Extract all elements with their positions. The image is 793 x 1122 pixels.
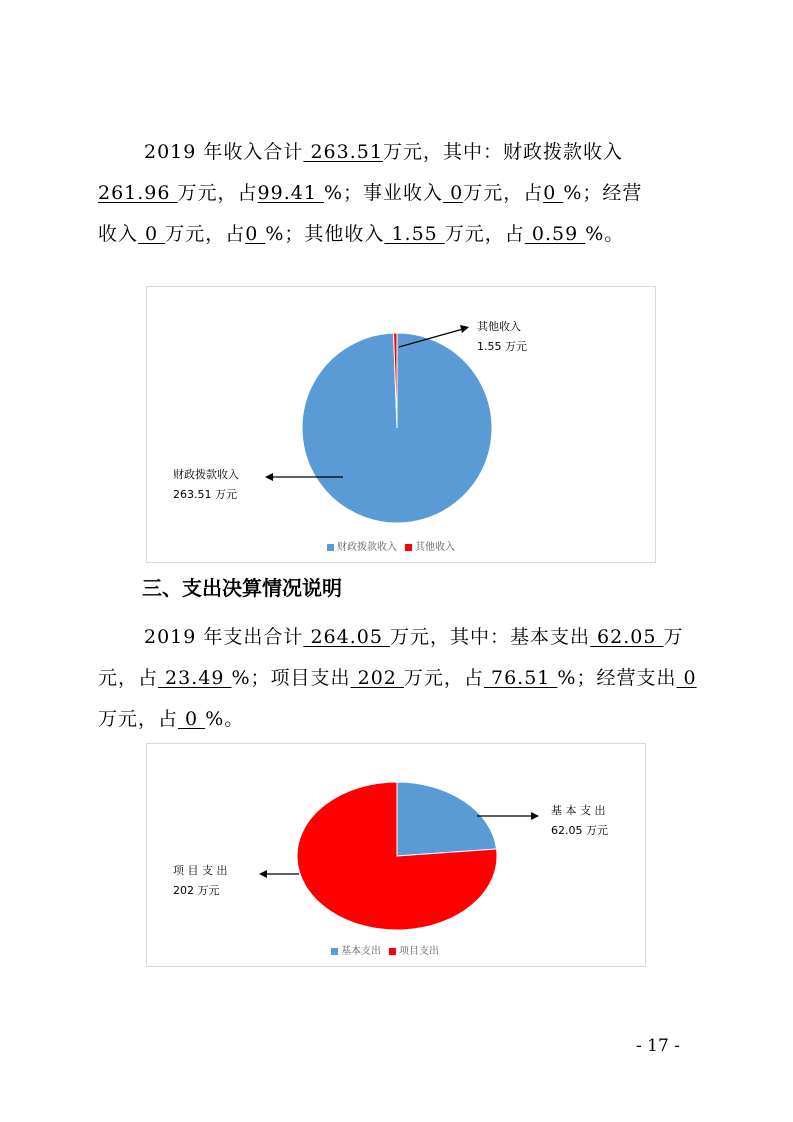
text: 收入 bbox=[98, 223, 139, 245]
text: %。 bbox=[585, 223, 625, 245]
label-other-income bbox=[477, 317, 527, 357]
text: 元，占 bbox=[98, 667, 159, 689]
text: 2019 年支出合计 bbox=[144, 626, 304, 648]
label-basic-value: 62.05 万元 bbox=[551, 824, 608, 837]
income-line-3 bbox=[98, 214, 698, 255]
text: %；事业收入 bbox=[323, 182, 444, 204]
fiscal-percent: 99.41 bbox=[257, 182, 324, 204]
operating-expense-amount: 0 bbox=[676, 667, 697, 689]
fiscal-amount: 261.96 bbox=[98, 182, 178, 204]
income-total: 263.51 bbox=[303, 141, 383, 163]
expense-pie-svg bbox=[147, 744, 645, 966]
text: 万元，占 bbox=[444, 223, 525, 245]
page-number: - 17 - bbox=[636, 1036, 680, 1056]
label-basic-name: 基 本 支 出 bbox=[551, 804, 606, 817]
legend-swatch-basic bbox=[331, 948, 338, 955]
legend-other: 其他收入 bbox=[415, 542, 455, 553]
operating-expense-percent: 0 bbox=[178, 708, 206, 730]
project-percent: 76.51 bbox=[483, 667, 558, 689]
expense-pie-chart bbox=[146, 743, 646, 967]
text: 万 bbox=[663, 626, 684, 648]
label-project-name: 项 目 支 出 bbox=[173, 864, 228, 877]
arrow-other-head bbox=[460, 325, 469, 333]
label-project-value: 202 万元 bbox=[173, 884, 220, 897]
income-line-2 bbox=[98, 173, 698, 214]
income-pie-svg bbox=[147, 287, 655, 562]
other-percent: 0.59 bbox=[524, 223, 586, 245]
expense-total: 264.05 bbox=[303, 626, 390, 648]
text: %。 bbox=[205, 708, 245, 730]
business-percent: 0 bbox=[543, 182, 564, 204]
income-line-1 bbox=[98, 132, 698, 173]
operating-amount: 0 bbox=[138, 223, 166, 245]
label-other-value: 1.55 万元 bbox=[477, 340, 527, 353]
legend-swatch-project bbox=[389, 948, 396, 955]
project-amount: 202 bbox=[350, 667, 404, 689]
text: %；经营 bbox=[563, 182, 643, 204]
other-amount: 1.55 bbox=[384, 223, 445, 245]
text: %；其他收入 bbox=[265, 223, 385, 245]
expense-line-2 bbox=[98, 658, 698, 699]
arrow-project-head bbox=[259, 870, 267, 878]
basic-percent: 23.49 bbox=[158, 667, 232, 689]
text: 2019 年收入合计 bbox=[144, 141, 304, 163]
label-basic-expense bbox=[551, 801, 608, 841]
text: 万元，其中：财政拨款收入 bbox=[382, 141, 623, 163]
text: %；项目支出 bbox=[231, 667, 351, 689]
text: 万元，占 bbox=[165, 223, 246, 245]
basic-amount: 62.05 bbox=[589, 626, 664, 648]
text: 万元，占 bbox=[177, 182, 258, 204]
business-amount: 0 bbox=[443, 182, 464, 204]
income-legend bbox=[319, 538, 455, 553]
label-project-expense bbox=[173, 861, 228, 901]
label-fiscal-value: 263.51 万元 bbox=[173, 488, 237, 501]
income-pie-chart bbox=[146, 286, 656, 563]
expense-line-3 bbox=[98, 699, 698, 740]
label-fiscal-income bbox=[173, 465, 239, 505]
legend-swatch-fiscal bbox=[327, 544, 334, 551]
expense-line-1 bbox=[98, 617, 698, 658]
text: 万元，占 bbox=[403, 667, 484, 689]
expense-slice-0 bbox=[397, 782, 497, 856]
legend-swatch-other bbox=[405, 544, 412, 551]
label-fiscal-name: 财政拨款收入 bbox=[173, 468, 239, 481]
section-heading: 三、支出决算情况说明 bbox=[142, 576, 342, 600]
income-paragraph bbox=[98, 132, 698, 255]
text: 万元，占 bbox=[463, 182, 544, 204]
text: 万元，占 bbox=[98, 708, 179, 730]
operating-percent: 0 bbox=[245, 223, 266, 245]
expense-paragraph bbox=[98, 617, 698, 740]
arrow-fiscal-head bbox=[265, 473, 273, 481]
label-other-name: 其他收入 bbox=[477, 320, 521, 333]
text: %；经营支出 bbox=[557, 667, 677, 689]
legend-fiscal: 财政拨款收入 bbox=[337, 542, 397, 553]
legend-basic: 基本支出 bbox=[341, 946, 381, 957]
arrow-basic-head bbox=[531, 812, 539, 820]
legend-project: 项目支出 bbox=[399, 946, 439, 957]
expense-legend bbox=[323, 942, 439, 957]
text: 万元，其中：基本支出 bbox=[389, 626, 590, 648]
